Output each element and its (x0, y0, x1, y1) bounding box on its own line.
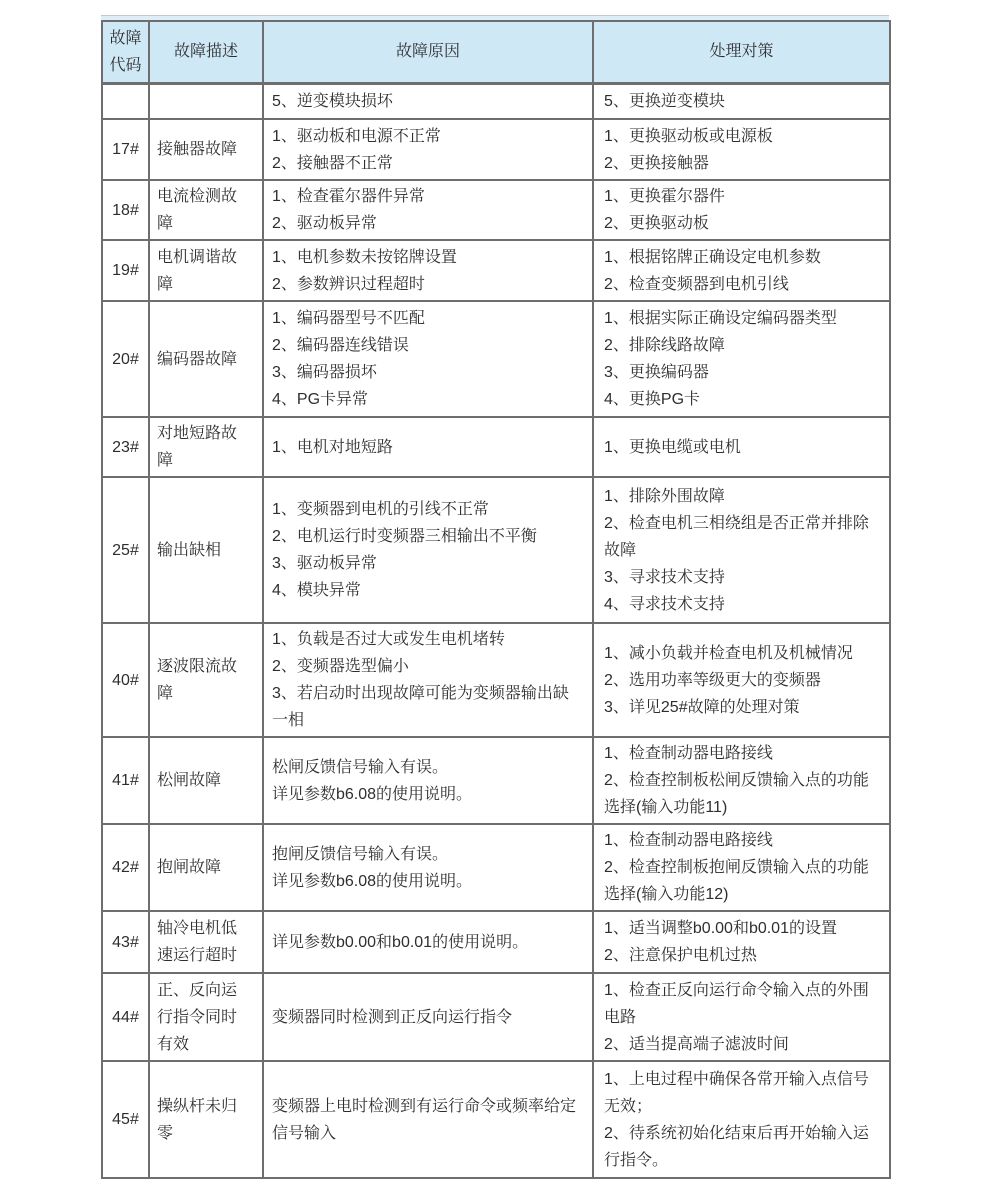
table-row (102, 83, 890, 119)
fault-description-cell (149, 83, 263, 119)
fault-code-table (101, 20, 891, 1179)
table-row (102, 119, 890, 180)
table-row (102, 477, 890, 623)
fault-code-cell: 44# (102, 973, 149, 1061)
cause-line: 5、逆变模块损坏 (272, 92, 393, 110)
action-line: 4、寻求技术支持 (604, 595, 725, 613)
cause-line: 松闸反馈信号输入有误。 (272, 758, 449, 776)
cause-line: 2、变频器选型偏小 (272, 658, 409, 675)
cause-line: 2、驱动板异常 (272, 215, 377, 232)
cause-line: 3、编码器损坏 (272, 364, 377, 381)
fault-action-cell (593, 180, 890, 240)
action-line: 3、更换编码器 (604, 364, 709, 381)
fault-cause-cell (263, 623, 593, 737)
fault-action-cell (593, 1061, 890, 1178)
cause-line: 1、编码器型号不匹配 (272, 310, 425, 327)
cause-line: 1、驱动板和电源不正常 (272, 127, 441, 145)
action-line: 1、检查制动器电路接线 (604, 832, 773, 849)
action-line: 1、根据实际正确设定编码器类型 (604, 310, 837, 327)
fault-description-cell: 电流检测故障 (149, 180, 263, 240)
action-line: 1、更换电缆或电机 (604, 438, 741, 456)
fault-description-cell: 操纵杆未归零 (149, 1061, 263, 1178)
table-body (102, 83, 890, 1178)
cause-line: 1、变频器到电机的引线不正常 (272, 501, 489, 518)
action-line: 2、待系统初始化结束后再开始输入运行指令。 (604, 1124, 869, 1169)
fault-description-cell: 电机调谐故障 (149, 240, 263, 301)
cause-line: 1、检查霍尔器件异常 (272, 188, 425, 205)
fault-description-cell: 逐波限流故障 (149, 623, 263, 737)
action-line: 2、选用功率等级更大的变频器 (604, 671, 821, 689)
cause-line: 抱闸反馈信号输入有误。 (272, 845, 449, 863)
action-line: 2、检查控制板松闸反馈输入点的功能选择(输入功能11) (604, 772, 869, 816)
action-line: 2、注意保护电机过热 (604, 947, 757, 964)
fault-action-cell (593, 737, 890, 824)
action-line: 3、详见25#故障的处理对策 (604, 698, 800, 716)
action-line: 1、适当调整b0.00和b0.01的设置 (604, 920, 837, 937)
fault-code-cell: 25# (102, 477, 149, 623)
table-row (102, 240, 890, 301)
table-row (102, 737, 890, 824)
cause-line: 详见参数b6.08的使用说明。 (272, 785, 473, 803)
fault-description-cell: 抱闸故障 (149, 824, 263, 911)
fault-action-cell (593, 824, 890, 911)
fault-cause-cell (263, 119, 593, 180)
action-line: 2、检查控制板抱闸反馈输入点的功能选择(输入功能12) (604, 859, 869, 903)
fault-code-cell: 42# (102, 824, 149, 911)
action-line: 1、检查正反向运行命令输入点的外围电路 (604, 981, 869, 1026)
action-line: 1、检查制动器电路接线 (604, 745, 773, 762)
fault-code-cell (102, 83, 149, 119)
fault-description-cell: 接触器故障 (149, 119, 263, 180)
fault-cause-cell (263, 417, 593, 477)
cause-line: 1、电机对地短路 (272, 438, 393, 456)
fault-code-cell: 20# (102, 301, 149, 417)
fault-code-cell: 40# (102, 623, 149, 737)
action-line: 1、更换霍尔器件 (604, 188, 725, 205)
action-line: 4、更换PG卡 (604, 391, 701, 408)
header-fault-cause: 故障原因 (263, 21, 593, 83)
fault-action-cell (593, 911, 890, 973)
action-line: 5、更换逆变模块 (604, 92, 725, 110)
fault-action-cell (593, 417, 890, 477)
cause-line: 2、电机运行时变频器三相输出不平衡 (272, 528, 537, 545)
cause-line: 1、负载是否过大或发生电机堵转 (272, 631, 505, 648)
fault-description-cell: 正、反向运行指令同时有效 (149, 973, 263, 1061)
fault-action-cell (593, 301, 890, 417)
header-row (102, 21, 890, 83)
fault-cause-cell (263, 180, 593, 240)
fault-cause-cell (263, 83, 593, 119)
fault-cause-cell (263, 477, 593, 623)
fault-cause-cell (263, 973, 593, 1061)
fault-cause-cell (263, 737, 593, 824)
fault-code-cell: 18# (102, 180, 149, 240)
action-line: 2、检查电机三相绕组是否正常并排除故障 (604, 514, 869, 559)
table-row (102, 824, 890, 911)
fault-action-cell (593, 623, 890, 737)
action-line: 2、更换接触器 (604, 154, 709, 172)
cause-line: 详见参数b0.00和b0.01的使用说明。 (272, 933, 529, 951)
fault-code-cell: 43# (102, 911, 149, 973)
action-line: 1、减小负载并检查电机及机械情况 (604, 644, 853, 662)
cause-line: 变频器同时检测到正反向运行指令 (272, 1008, 513, 1026)
fault-code-cell: 41# (102, 737, 149, 824)
table-row (102, 973, 890, 1061)
table-row (102, 1061, 890, 1178)
header-fault-description: 故障描述 (149, 21, 263, 83)
cause-line: 变频器上电时检测到有运行命令或频率给定信号输入 (272, 1097, 577, 1142)
header-fault-code: 故障代码 (102, 21, 149, 83)
fault-action-cell (593, 119, 890, 180)
action-line: 2、适当提高端子滤波时间 (604, 1035, 789, 1053)
fault-code-cell: 19# (102, 240, 149, 301)
cause-line: 3、若启动时出现故障可能为变频器输出缺一相 (272, 685, 569, 729)
fault-code-cell: 45# (102, 1061, 149, 1178)
cause-line: 详见参数b6.08的使用说明。 (272, 872, 473, 890)
fault-description-cell: 轴冷电机低速运行超时 (149, 911, 263, 973)
fault-description-cell: 编码器故障 (149, 301, 263, 417)
cause-line: 2、编码器连线错误 (272, 337, 409, 354)
fault-action-cell (593, 83, 890, 119)
table-row (102, 623, 890, 737)
table-row (102, 417, 890, 477)
fault-description-cell: 松闸故障 (149, 737, 263, 824)
fault-cause-cell (263, 911, 593, 973)
fault-action-cell (593, 240, 890, 301)
cause-line: 3、驱动板异常 (272, 555, 377, 572)
fault-cause-cell (263, 1061, 593, 1178)
cause-line: 4、模块异常 (272, 582, 361, 599)
fault-action-cell (593, 477, 890, 623)
cause-line: 1、电机参数未按铭牌设置 (272, 248, 457, 266)
fault-description-cell: 对地短路故障 (149, 417, 263, 477)
table-row (102, 301, 890, 417)
action-line: 1、根据铭牌正确设定电机参数 (604, 248, 821, 266)
fault-cause-cell (263, 824, 593, 911)
action-line: 2、排除线路故障 (604, 337, 725, 354)
action-line: 2、检查变频器到电机引线 (604, 275, 789, 293)
table-row (102, 180, 890, 240)
table-row (102, 911, 890, 973)
cause-line: 2、参数辨识过程超时 (272, 275, 425, 293)
cause-line: 4、PG卡异常 (272, 391, 369, 408)
header-fault-action: 处理对策 (593, 21, 890, 83)
cause-line: 2、接触器不正常 (272, 154, 393, 172)
table-header (102, 21, 890, 83)
action-line: 2、更换驱动板 (604, 215, 709, 232)
action-line: 1、上电过程中确保各常开输入点信号无效； (604, 1070, 869, 1115)
action-line: 1、排除外围故障 (604, 487, 725, 505)
action-line: 3、寻求技术支持 (604, 568, 725, 586)
fault-code-cell: 17# (102, 119, 149, 180)
action-line: 1、更换驱动板或电源板 (604, 127, 773, 145)
fault-code-cell: 23# (102, 417, 149, 477)
fault-cause-cell (263, 240, 593, 301)
fault-cause-cell (263, 301, 593, 417)
fault-action-cell (593, 973, 890, 1061)
fault-description-cell: 输出缺相 (149, 477, 263, 623)
